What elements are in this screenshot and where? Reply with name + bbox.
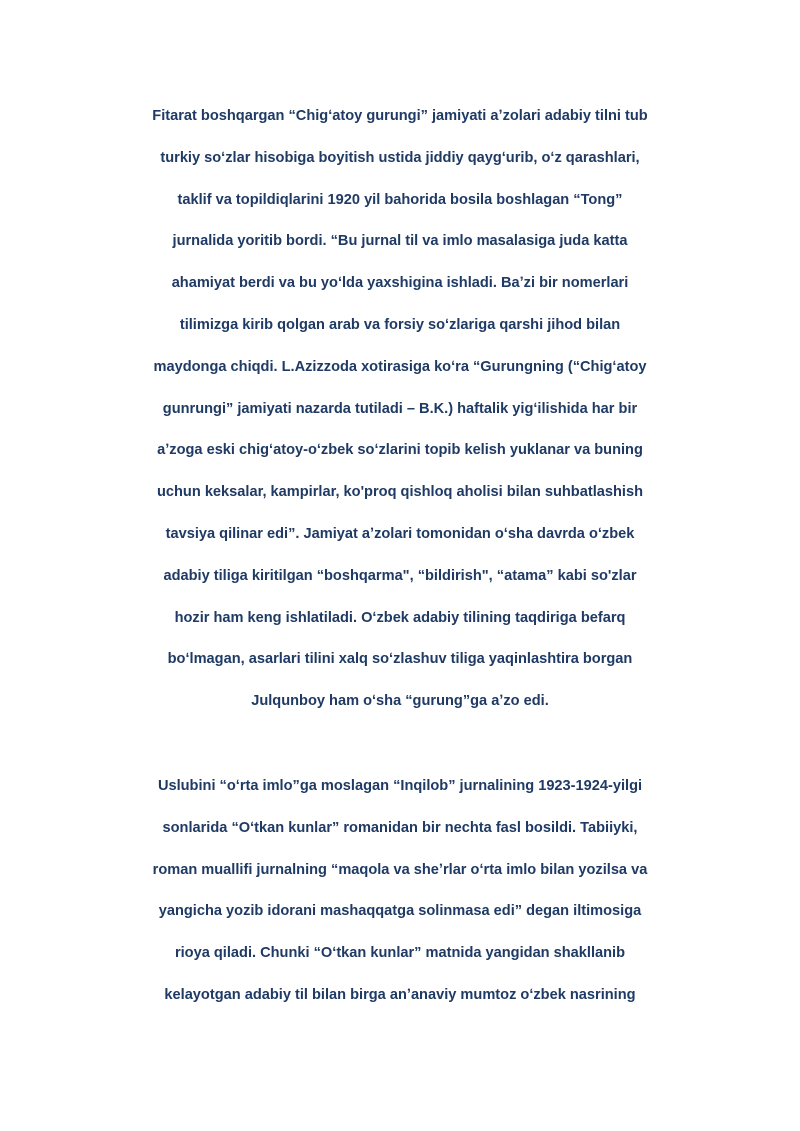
text-line: jurnalida yoritib bordi. “Bu jurnal til va imlo masalasiga juda katta (172, 233, 628, 250)
text-line: tavsiya qilinar edi”. Jamiyat aʼzolari tomonidan oʻsha davrda oʻzbek (165, 525, 635, 542)
text-line: turkiy soʻzlar hisobiga boyitish ustida jiddiy qaygʻurib, oʻz qarashlari, (160, 149, 640, 166)
text-line: maydonga chiqdi. L.Azizzoda xotirasiga koʻra “Gurungning (“Chigʻatoy (153, 358, 647, 375)
paragraph-1 (100, 96, 700, 723)
text-line: boʻlmagan, asarlari tilini xalq soʻzlashuv tiliga yaqinlashtira borgan (167, 651, 633, 668)
text-line: yangicha yozib idorani mashaqqatga solinmasa edi” degan iltimosiga (158, 903, 642, 920)
text-line: taklif va topildiqlarini 1920 yil bahorida bosila boshlagan “Tong” (177, 191, 623, 208)
text-line: adabiy tiliga kiritilgan “boshqarma", “bildirish", “atama” kabi so'zlar (163, 567, 637, 584)
text-line: tilimizga kirib qolgan arab va forsiy soʻzlariga qarshi jihod bilan (179, 316, 621, 333)
text-line: sonlarida “Oʻtkan kunlar” romanidan bir nechta fasl bosildi. Tabiiyki, (162, 819, 638, 836)
text-line: roman muallifi jurnalning “maqola va sheʼrlar oʻrta imlo bilan yozilsa va (152, 861, 648, 878)
text-line: uchun keksalar, kampirlar, ko'proq qishloq aholisi bilan suhbatlashish (156, 484, 643, 501)
paragraph-2 (100, 766, 700, 1017)
text-line: ahamiyat berdi va bu yoʻlda yaxshigina ishladi. Baʼzi bir nomerlari (171, 275, 629, 292)
text-line: hozir ham keng ishlatiladi. Oʻzbek adabiy tilining taqdiriga befarq (174, 609, 626, 626)
text-line: Julqunboy ham oʻsha “gurung”ga aʼzo edi. (251, 693, 549, 710)
text-line: gunrungi” jamiyati nazarda tutiladi – B.K.) haftalik yigʻilishida har bir (162, 400, 638, 417)
text-line: kelayotgan adabiy til bilan birga anʼanaviy mumtoz oʻzbek nasrining (164, 986, 636, 1003)
text-line: Fitarat boshqargan “Chigʻatoy gurungi” jamiyati aʼzolari adabiy tilni tub (152, 108, 648, 124)
text-line: rioya qiladi. Chunki “Oʻtkan kunlar” matnida yangidan shakllanib (174, 945, 626, 962)
text-line: Uslubini “oʻrta imlo”ga moslagan “Inqilob” jurnalining 1923-1924-yilgi (157, 778, 643, 794)
text-line: aʼzoga eski chigʻatoy-oʻzbek soʻzlarini topib kelish yuklanar va buning (157, 442, 643, 459)
